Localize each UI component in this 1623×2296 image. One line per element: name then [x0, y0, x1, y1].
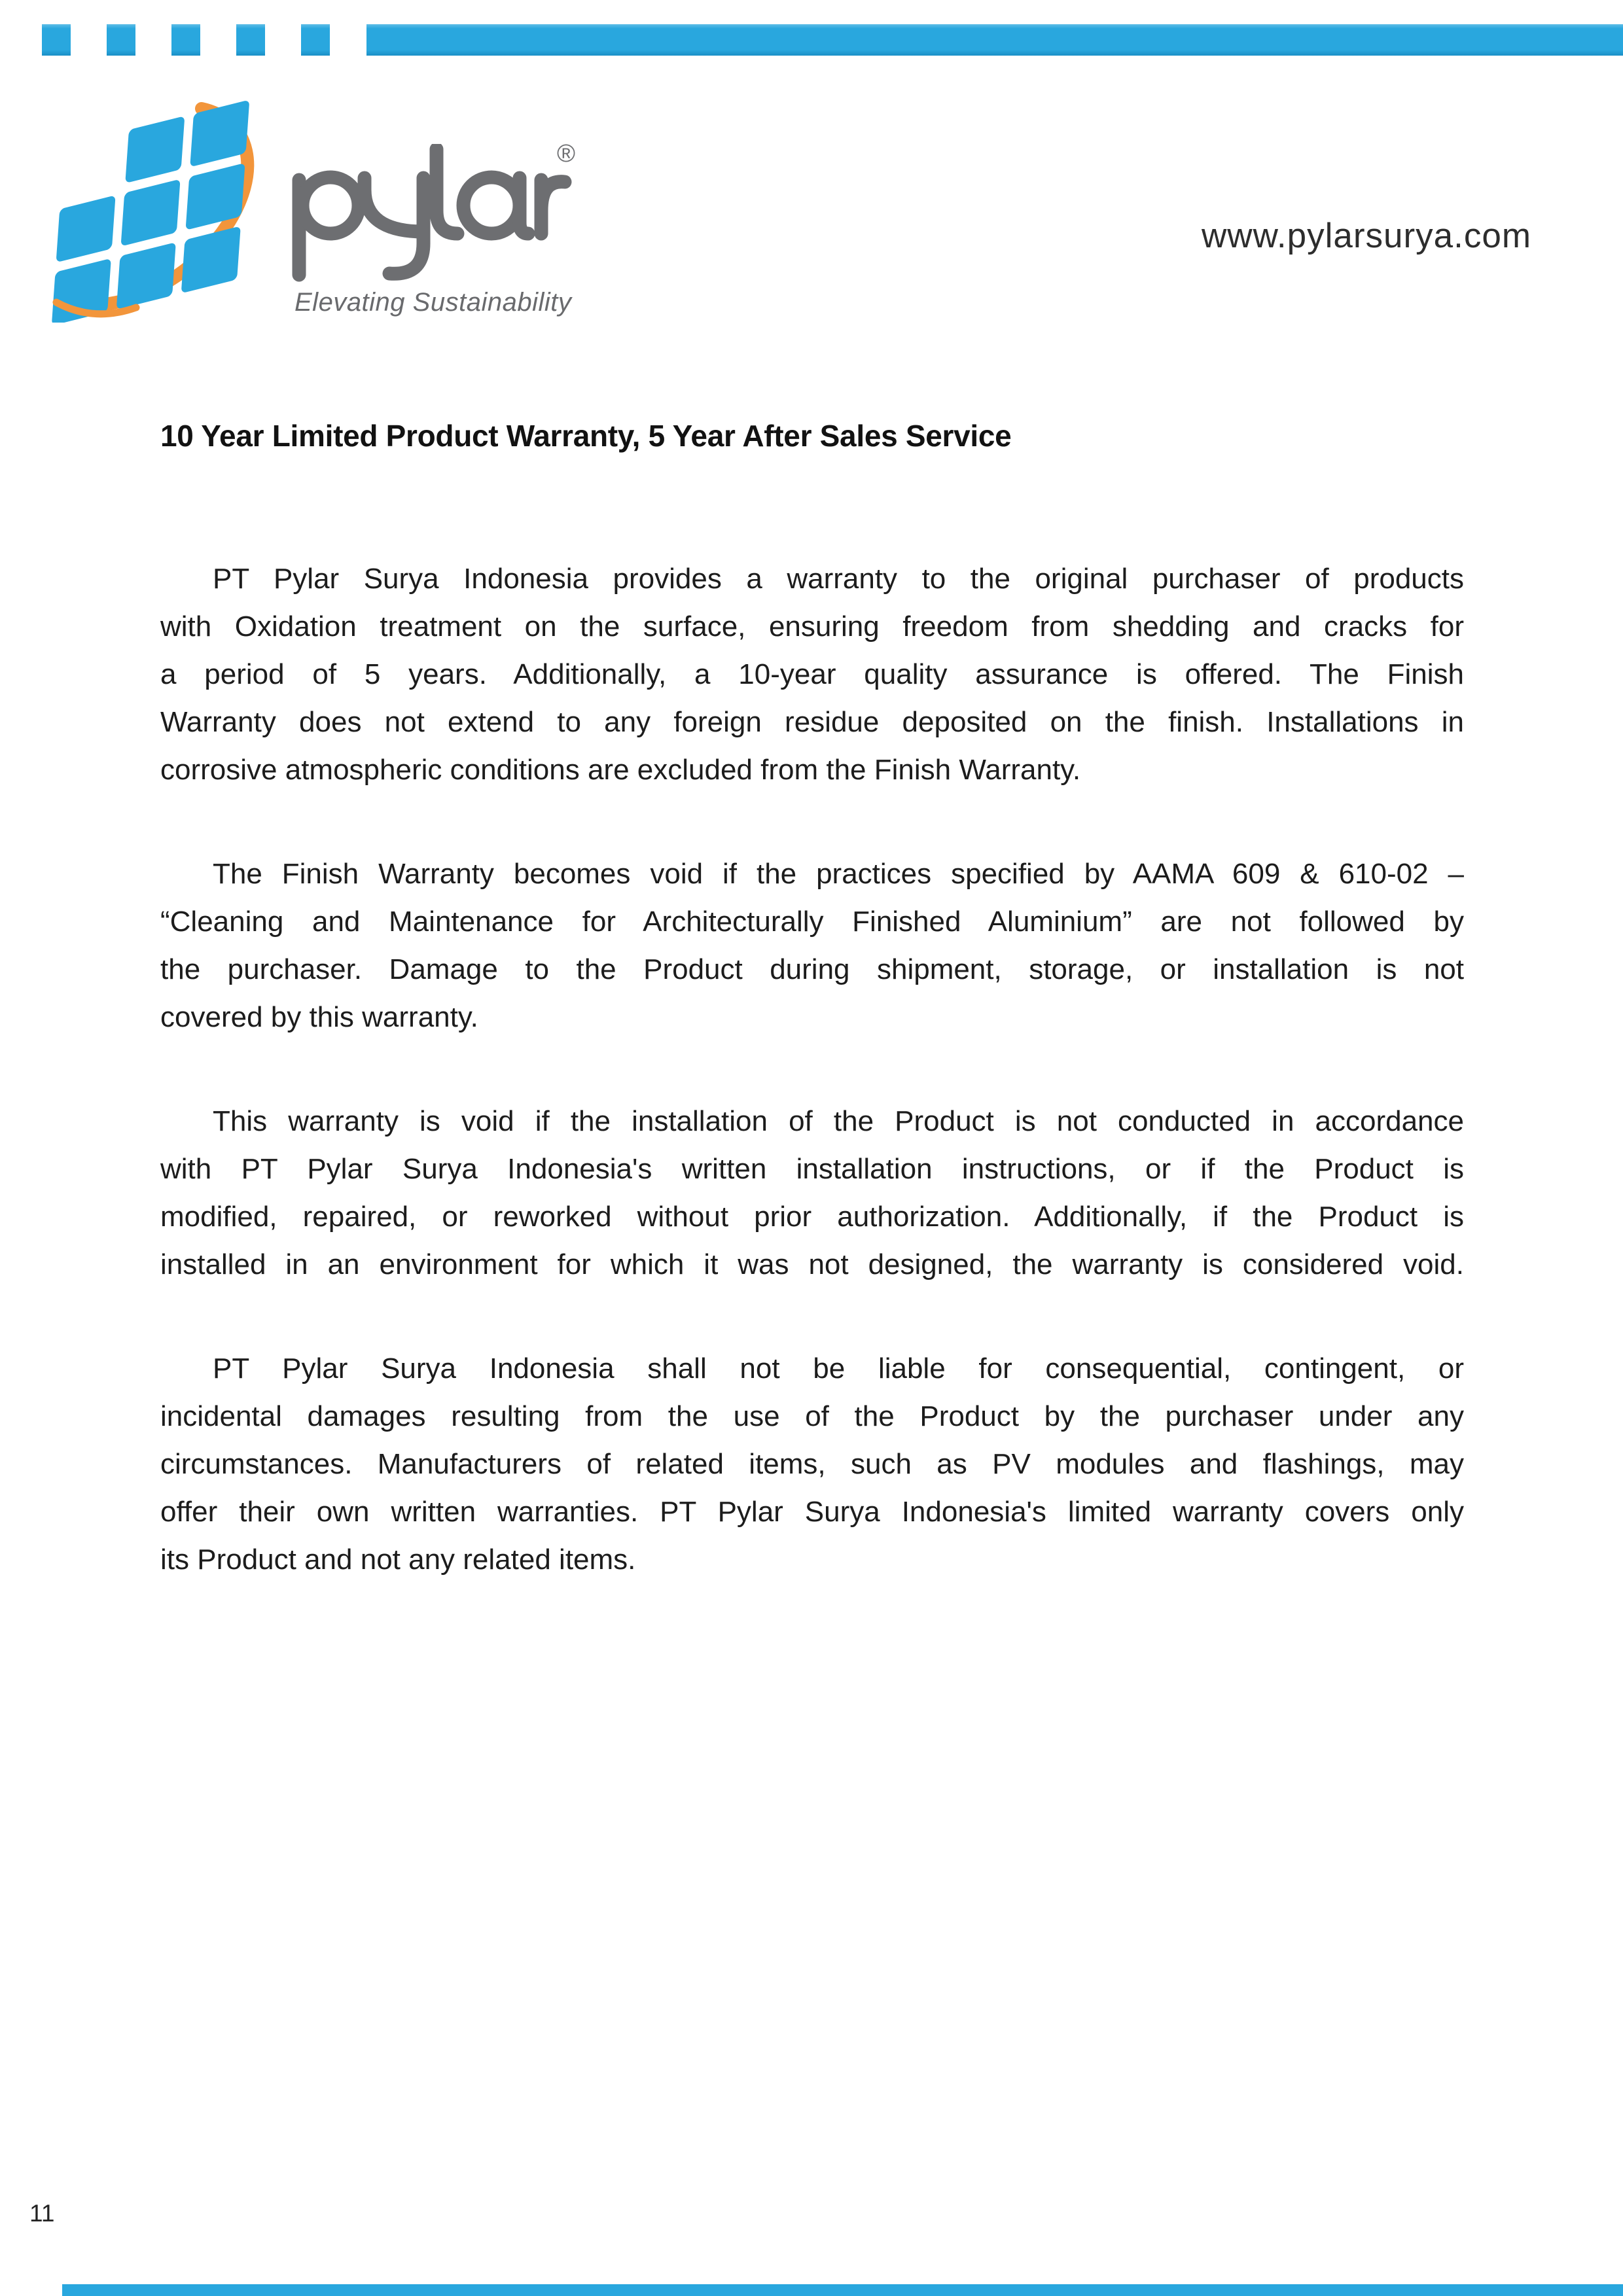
registered-trademark: ®	[557, 140, 575, 168]
text-line: This warranty is void if the installation of the Product is not conducted in accordance	[213, 1105, 1464, 1137]
decor-bar	[366, 24, 1623, 56]
text-line: its Product and not any related items.	[160, 1544, 636, 1576]
footer-decor-bar	[62, 2284, 1623, 2296]
logo-wordmark	[291, 144, 573, 285]
decor-square	[171, 24, 200, 56]
text-line: with PT Pylar Surya Indonesia's written installation instructions, or if the Product is	[160, 1153, 1464, 1185]
decor-square	[236, 24, 265, 56]
decor-square	[42, 24, 71, 56]
logo-tagline: Elevating Sustainability	[294, 288, 572, 317]
paragraph	[160, 1345, 1464, 1583]
text-line: installed in an environment for which it was not designed, the warranty is considered void.	[160, 1248, 1464, 1280]
website-url: www.pylarsurya.com	[1202, 217, 1531, 255]
text-line: PT Pylar Surya Indonesia provides a warranty to the original purchaser of products	[213, 563, 1464, 595]
page-number: 11	[29, 2200, 55, 2227]
text-line: PT Pylar Surya Indonesia shall not be liable for consequential, contingent, or	[213, 1352, 1464, 1385]
text-line: modified, repaired, or reworked without prior authorization. Additionally, if the Product is	[160, 1201, 1464, 1233]
text-line: a period of 5 years. Additionally, a 10-year quality assurance is offered. The Finish	[160, 658, 1464, 690]
text-line: “Cleaning and Maintenance for Architecturally Finished Aluminium” are not followed by	[160, 906, 1464, 938]
header-decor-bar	[0, 24, 1623, 56]
paragraph	[160, 850, 1464, 1041]
text-line: Warranty does not extend to any foreign residue deposited on the finish. Installations in	[160, 706, 1464, 738]
paragraph	[160, 1097, 1464, 1288]
text-line: corrosive atmospheric conditions are excluded from the Finish Warranty.	[160, 754, 1081, 786]
text-line: the purchaser. Damage to the Product during shipment, storage, or installation is not	[160, 953, 1464, 985]
text-line: offer their own written warranties. PT Pylar Surya Indonesia's limited warranty covers only	[160, 1496, 1464, 1528]
text-line: with Oxidation treatment on the surface, ensuring freedom from shedding and cracks for	[160, 610, 1464, 643]
text-line: circumstances. Manufacturers of related items, such as PV modules and flashings, may	[160, 1448, 1464, 1480]
text-line: The Finish Warranty becomes void if the practices specified by AAMA 609 & 610-02 –	[213, 858, 1464, 890]
decor-square	[107, 24, 135, 56]
decor-square	[301, 24, 330, 56]
paragraph	[160, 555, 1464, 794]
text-line: covered by this warranty.	[160, 1001, 478, 1033]
body-text	[160, 555, 1464, 1640]
text-line: incidental damages resulting from the use of the Product by the purchaser under any	[160, 1400, 1464, 1432]
logo-mark-icon	[38, 97, 287, 323]
page-title: 10 Year Limited Product Warranty, 5 Year After Sales Service	[160, 419, 1012, 453]
